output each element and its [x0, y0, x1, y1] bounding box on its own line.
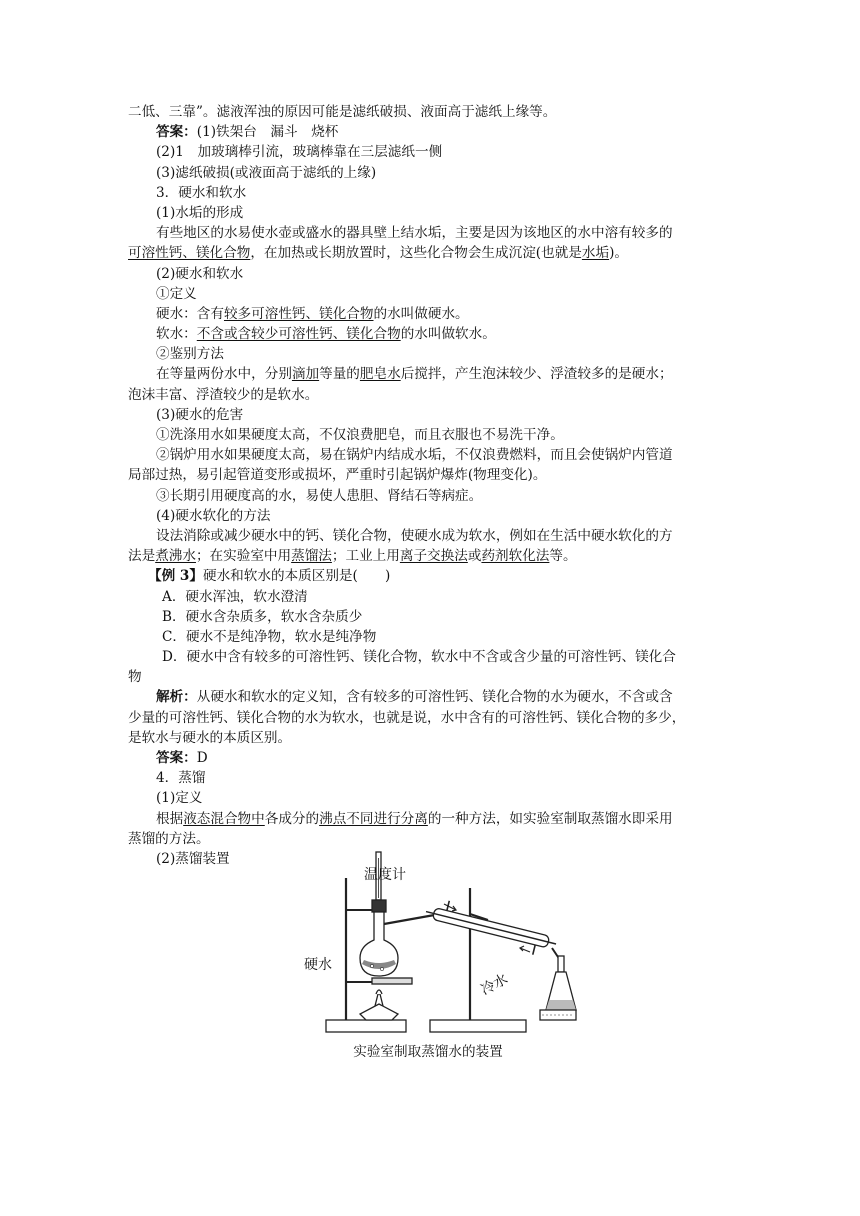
- text-line: ①定义: [156, 285, 197, 302]
- subsection-heading: (1)水垢的形成: [156, 204, 244, 221]
- definition-hard-water: [128, 304, 728, 324]
- text-line: 二低、三靠”。滤液浑浊的原因可能是滤纸破损、液面高于滤纸上缘等。: [128, 104, 557, 120]
- key-term: 可溶性钙、镁化合物: [128, 245, 251, 262]
- definition-soft-water: [128, 324, 728, 344]
- text-span: 法是: [128, 548, 156, 565]
- key-term: 液态混合物中: [183, 810, 265, 827]
- wire-gauze: [372, 978, 412, 984]
- boiling-chip: [380, 967, 383, 970]
- example-label: 【例 3】: [148, 568, 203, 585]
- section-heading: 4．蒸馏: [156, 770, 206, 787]
- key-term: 蒸馏法: [291, 548, 332, 565]
- key-term: 药剂软化法: [481, 548, 550, 565]
- subsection-heading: (2)蒸馏装置: [156, 850, 230, 867]
- key-term: 不含或含较少可溶性钙、镁化合物: [196, 326, 401, 343]
- text-span: ；在实验室中用: [195, 548, 292, 565]
- key-term: 滴加: [291, 366, 320, 383]
- left-stand-base: [326, 1020, 406, 1032]
- text-span: 后搅拌，产生泡沫较少、浮渣较多的是硬水；: [400, 366, 673, 383]
- answer-line: [128, 748, 728, 768]
- alcohol-lamp: [360, 1004, 398, 1020]
- receiver-neck: [558, 956, 564, 972]
- right-stand-base: [430, 1020, 526, 1032]
- text-span: 硬水：含有: [156, 305, 224, 322]
- example-text: 硬水和软水的本质区别是( ): [202, 568, 391, 585]
- solution-label: 解析：: [156, 689, 197, 706]
- text-line: 泡沫丰富、浮渣较少的是软水。: [128, 386, 319, 403]
- text-span: ；工业上用: [331, 548, 400, 565]
- text-line: [128, 546, 728, 566]
- text-span: 的一种方法，如实验室制取蒸馏水即采用: [427, 810, 673, 827]
- solution-line: [128, 687, 728, 707]
- option-d: D．硬水中含有较多的可溶性钙、镁化合物，软水中不含或含少量的可溶性钙、镁化合: [162, 649, 676, 666]
- text-span: 等。: [549, 548, 577, 565]
- key-term: 较多可溶性钙、镁化合物: [223, 305, 374, 322]
- text-span: 或: [467, 548, 482, 565]
- subsection-heading: (1)定义: [156, 790, 203, 807]
- side-arm-tube: [384, 914, 440, 924]
- figure-caption: 实验室制取蒸馏水的装置: [353, 1044, 503, 1060]
- answer-label: 答案：: [156, 124, 197, 141]
- flame: [376, 990, 382, 994]
- text-line: 有些地区的水易使水壶或盛水的器具壁上结水垢，主要是因为该地区的水中溶有较多的: [156, 225, 673, 242]
- key-term: 沸点不同进行分离: [319, 810, 428, 827]
- solution-line: 少量的可溶性钙、镁化合物的水为软水，也就是说，水中含有的可溶性钙、镁化合物的多少，: [128, 709, 686, 726]
- cold-water-label: 冷水: [478, 971, 511, 999]
- text-span: )。: [609, 245, 628, 262]
- solution-text: 从硬水和软水的定义知，含有较多的可溶性钙、镁化合物的水为硬水，不含或含: [196, 689, 673, 706]
- solution-line: 是软水与硬水的本质区别。: [128, 729, 292, 746]
- distillate: [546, 1000, 576, 1010]
- text-span: 等量的: [319, 366, 360, 383]
- text-line: ③长期引用硬度高的水，易使人患胆、肾结石等病症。: [156, 487, 483, 504]
- text-line: [128, 243, 728, 263]
- text-line: ②鉴别方法: [156, 346, 224, 363]
- example-question: [128, 566, 728, 586]
- text-line: ①洗涤用水如果硬度太高，不仅浪费肥皂，而且衣服也不易洗干净。: [156, 427, 564, 443]
- text-line: [128, 364, 728, 384]
- subsection-heading: (3)硬水的危害: [156, 406, 244, 423]
- answer-label: 答案：: [156, 750, 197, 766]
- text-span: 各成分的: [264, 810, 320, 827]
- text-span: 根据: [156, 810, 184, 827]
- subsection-heading: (4)硬水软化的方法: [156, 507, 271, 524]
- distillation-apparatus-figure: [304, 848, 582, 1036]
- document-body: [128, 102, 728, 869]
- option-d-continued: 物: [128, 669, 142, 686]
- option-b: B．硬水含杂质多，软水含杂质少: [162, 608, 363, 625]
- section-heading: 3．硬水和软水: [156, 184, 247, 201]
- option-c: C．硬水不是纯净物，软水是纯净物: [162, 628, 377, 645]
- text-line: 设法消除或减少硬水中的钙、镁化合物，使硬水成为软水，例如在生活中硬水软化的方: [156, 527, 673, 544]
- stopper: [372, 900, 386, 912]
- thermometer-label: 温度计: [364, 867, 406, 883]
- key-term: 水垢: [581, 245, 610, 262]
- text-span: 的水叫做软水。: [400, 326, 496, 343]
- boiling-chip: [370, 964, 373, 967]
- distillation-apparatus-drawing: [320, 848, 582, 1036]
- text-line: 蒸馏的方法。: [128, 830, 210, 847]
- key-term: 离子交换法: [399, 548, 468, 565]
- text-span: ，在加热或长期放置时，这些化合物会生成沉淀(也就是: [250, 245, 582, 262]
- text-span: 的水叫做硬水。: [373, 305, 469, 322]
- option-a: A．硬水浑浊，软水澄清: [162, 588, 308, 605]
- text-line: 局部过热，易引起管道变形或损坏，严重时引起锅炉爆炸(物理变化)。: [128, 467, 547, 484]
- answer-line: [128, 122, 728, 142]
- text-line: (2)1 加玻璃棒引流，玻璃棒靠在三层滤纸一侧: [156, 144, 443, 161]
- answer-text: D: [196, 750, 208, 766]
- subsection-heading: (2)硬水和软水: [156, 265, 244, 282]
- text-line: [128, 809, 728, 829]
- text-span: 在等量两份水中，分别: [156, 366, 292, 383]
- text-line: ②锅炉用水如果硬度太高，易在锅炉内结成水垢，不仅浪费燃料，而且会使锅炉内管道: [156, 447, 673, 464]
- answer-text: (1)铁架台 漏斗 烧杯: [196, 124, 339, 141]
- key-term: 肥皂水: [359, 366, 401, 383]
- hard-water-label: 硬水: [304, 957, 332, 973]
- text-span: 软水：: [156, 326, 197, 343]
- key-term: 煮沸水: [155, 548, 196, 565]
- condenser: [422, 896, 560, 959]
- text-line: (3)滤纸破损(或液面高于滤纸的上缘): [156, 164, 377, 181]
